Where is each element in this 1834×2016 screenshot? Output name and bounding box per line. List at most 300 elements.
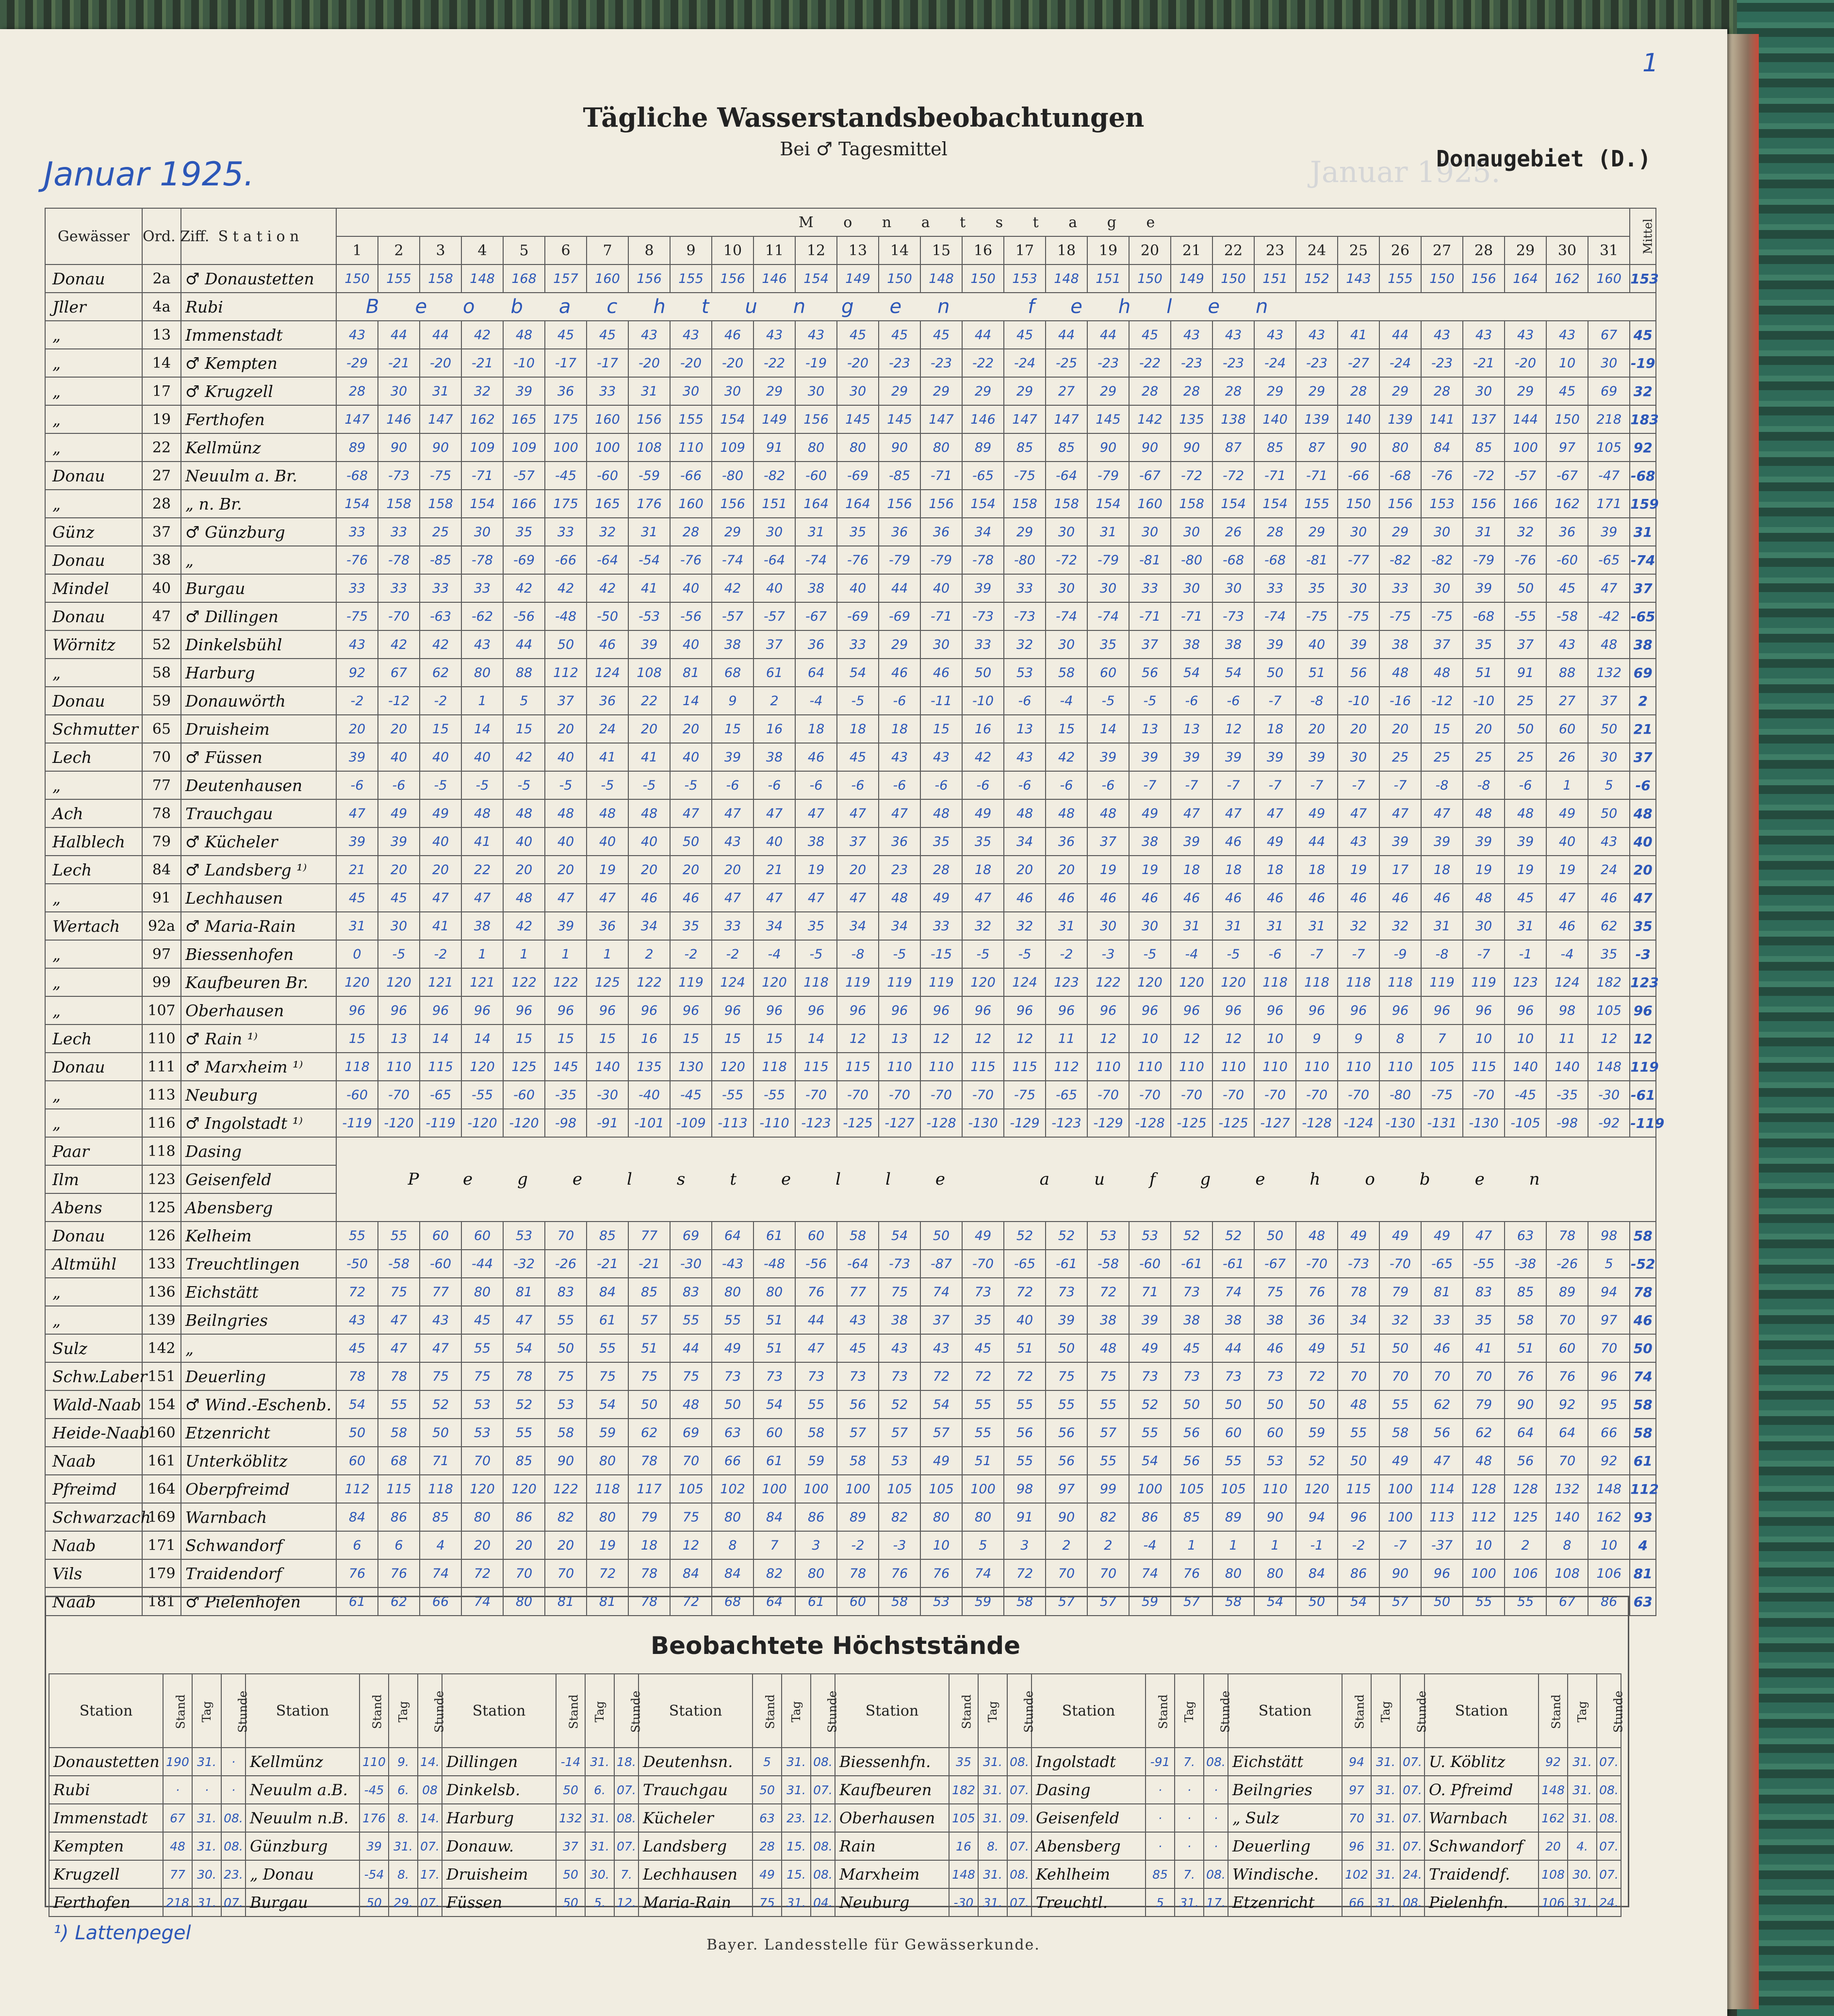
value-cell: 45 — [461, 1306, 503, 1334]
value-cell: -5 — [1129, 687, 1171, 715]
value-cell: 30 — [1338, 574, 1379, 602]
value-cell: 85 — [1505, 1278, 1546, 1306]
value-cell: -70 — [879, 1081, 920, 1109]
row-ord: 65 — [142, 715, 181, 743]
peaks-col-stunde-label: Stunde — [236, 1690, 250, 1733]
value-cell: 30 — [837, 377, 879, 405]
value-cell: 47 — [1463, 1222, 1505, 1250]
value-cell: 53 — [1087, 1222, 1129, 1250]
value-cell: -65 — [1421, 1250, 1463, 1278]
value-cell: 100 — [1379, 1503, 1421, 1531]
row-gewaesser: „ — [45, 1109, 142, 1137]
row-gewaesser: „ — [45, 968, 142, 996]
mean-cell: 92 — [1630, 433, 1656, 462]
value-cell: 78 — [628, 1559, 670, 1587]
value-cell: -1 — [1505, 940, 1546, 968]
value-cell: 25 — [1379, 743, 1421, 771]
day-header-20: 20 — [1129, 236, 1171, 264]
value-cell: 55 — [1129, 1419, 1171, 1447]
value-cell: 54 — [920, 1390, 962, 1419]
value-cell: -70 — [1087, 1081, 1129, 1109]
value-cell: 96 — [1463, 996, 1505, 1025]
value-cell: 41 — [628, 743, 670, 771]
value-cell: 47 — [879, 799, 920, 827]
value-cell: 30 — [461, 518, 503, 546]
peak-value: 37 — [556, 1832, 585, 1860]
value-cell: 12 — [920, 1025, 962, 1053]
value-cell: 86 — [1588, 1587, 1630, 1616]
value-cell: 59 — [1129, 1587, 1171, 1616]
value-cell: 120 — [461, 1475, 503, 1503]
peak-value: 31. — [978, 1748, 1007, 1776]
peak-value: 31. — [782, 1888, 811, 1917]
value-cell: 20 — [1296, 715, 1338, 743]
value-cell: -43 — [712, 1250, 753, 1278]
value-cell: -119 — [336, 1109, 378, 1137]
value-cell: 155 — [670, 405, 712, 433]
value-cell: 47 — [461, 884, 503, 912]
value-cell: 152 — [1296, 264, 1338, 293]
value-cell: 44 — [1046, 321, 1087, 349]
value-cell: 155 — [670, 264, 712, 293]
value-cell: 158 — [1046, 490, 1087, 518]
peaks-title: Beobachtete Höchststände — [651, 1632, 1020, 1660]
peak-value: 85 — [1146, 1860, 1175, 1888]
peak-station: Pielenhfn. — [1425, 1888, 1539, 1917]
peak-value: 08. — [1400, 1888, 1425, 1917]
value-cell: 47 — [1379, 799, 1421, 827]
value-cell: 91 — [1004, 1503, 1046, 1531]
row-gewaesser: Naab — [45, 1447, 142, 1475]
value-cell: 46 — [1212, 827, 1254, 856]
row-ord: 2a — [142, 264, 181, 293]
value-cell: 154 — [962, 490, 1004, 518]
value-cell: 42 — [503, 912, 545, 940]
value-cell: 74 — [920, 1278, 962, 1306]
value-cell: 122 — [1087, 968, 1129, 996]
value-cell: 120 — [1171, 968, 1212, 996]
value-cell: -3 — [1087, 940, 1129, 968]
value-cell: 58 — [1379, 1419, 1421, 1447]
value-cell: 12 — [1212, 715, 1254, 743]
row-station: Rubi — [181, 293, 336, 321]
value-cell: 73 — [753, 1362, 795, 1390]
value-cell: 156 — [879, 490, 920, 518]
value-cell: 38 — [795, 827, 837, 856]
value-cell: 61 — [336, 1587, 378, 1616]
table-row — [45, 1334, 1656, 1362]
row-ord: 28 — [142, 490, 181, 518]
value-cell: 1 — [461, 687, 503, 715]
peak-value: · — [1204, 1776, 1228, 1804]
peak-value: 28 — [753, 1832, 782, 1860]
value-cell: 96 — [545, 996, 587, 1025]
table-row — [45, 1362, 1656, 1390]
value-cell: 31 — [795, 518, 837, 546]
value-cell: 40 — [628, 827, 670, 856]
value-cell: 118 — [795, 968, 837, 996]
peaks-col-tag — [1371, 1674, 1400, 1748]
table-row — [45, 518, 1656, 546]
value-cell: 50 — [1254, 1222, 1296, 1250]
value-cell: -30 — [1588, 1081, 1630, 1109]
value-cell: -20 — [1505, 349, 1546, 377]
value-cell: 58 — [879, 1587, 920, 1616]
value-cell: -21 — [378, 349, 420, 377]
value-cell: -123 — [795, 1109, 837, 1137]
value-cell: 160 — [587, 264, 628, 293]
value-cell: 47 — [336, 799, 378, 827]
value-cell: 125 — [1505, 1503, 1546, 1531]
value-cell: 85 — [587, 1222, 628, 1250]
peaks-col-stand — [1342, 1674, 1371, 1748]
row-ord: 70 — [142, 743, 181, 771]
row-station: Schwandorf — [181, 1531, 336, 1559]
value-cell: 48 — [1463, 884, 1505, 912]
row-gewaesser: Donau — [45, 462, 142, 490]
value-cell: 54 — [587, 1390, 628, 1419]
peak-value: 31. — [192, 1888, 221, 1917]
value-cell: 24 — [1588, 856, 1630, 884]
value-cell: -56 — [670, 602, 712, 630]
value-cell: 42 — [962, 743, 1004, 771]
value-cell: 164 — [795, 490, 837, 518]
value-cell: 48 — [1004, 799, 1046, 827]
value-cell: 44 — [378, 321, 420, 349]
value-cell: 43 — [420, 1306, 461, 1334]
value-cell: -78 — [461, 546, 503, 574]
publisher: Bayer. Landesstelle für Gewässerkunde. — [706, 1936, 1040, 1953]
value-cell: 84 — [1296, 1559, 1338, 1587]
peak-value: 31. — [782, 1776, 811, 1804]
value-cell: 79 — [1379, 1278, 1421, 1306]
value-cell: 30 — [920, 630, 962, 659]
value-cell: -91 — [587, 1109, 628, 1137]
value-cell: -64 — [1046, 462, 1087, 490]
value-cell: 15 — [1046, 715, 1087, 743]
value-cell: 113 — [1421, 1503, 1463, 1531]
mean-cell: 40 — [1630, 827, 1656, 856]
value-cell: 68 — [712, 659, 753, 687]
value-cell: -70 — [1129, 1081, 1171, 1109]
row-gewaesser: „ — [45, 1081, 142, 1109]
peak-value: 31. — [192, 1804, 221, 1832]
value-cell: 33 — [1129, 574, 1171, 602]
value-cell: 23 — [879, 856, 920, 884]
value-cell: 49 — [378, 799, 420, 827]
peak-station: Rain — [835, 1832, 949, 1860]
value-cell: 60 — [1254, 1419, 1296, 1447]
peak-value: · — [1146, 1776, 1175, 1804]
value-cell: 55 — [1505, 1587, 1546, 1616]
value-cell: 58 — [1046, 659, 1087, 687]
value-cell: -60 — [1129, 1250, 1171, 1278]
day-header-17: 17 — [1004, 236, 1046, 264]
value-cell: 3 — [1004, 1531, 1046, 1559]
peak-value: 31. — [1371, 1860, 1400, 1888]
value-cell: 38 — [1212, 1306, 1254, 1334]
value-cell: 158 — [420, 264, 461, 293]
value-cell: -60 — [420, 1250, 461, 1278]
value-cell: 19 — [795, 856, 837, 884]
peaks-col-station: Station — [835, 1674, 949, 1748]
value-cell: 100 — [962, 1475, 1004, 1503]
value-cell: 54 — [837, 659, 879, 687]
table-row — [45, 659, 1656, 687]
value-cell: 13 — [378, 1025, 420, 1053]
col-gewaesser: Gewässer — [45, 208, 142, 264]
value-cell: 47 — [837, 884, 879, 912]
value-cell: 48 — [503, 884, 545, 912]
value-cell: 149 — [1171, 264, 1212, 293]
value-cell: 46 — [1338, 884, 1379, 912]
value-cell: 90 — [1171, 433, 1212, 462]
value-cell: 118 — [1296, 968, 1338, 996]
value-cell: 45 — [378, 884, 420, 912]
row-ord: 22 — [142, 433, 181, 462]
value-cell: 54 — [1254, 1587, 1296, 1616]
mean-cell: -74 — [1630, 546, 1656, 574]
peak-value: 31. — [1175, 1888, 1204, 1917]
value-cell: 80 — [795, 1559, 837, 1587]
value-cell: -50 — [336, 1250, 378, 1278]
value-cell: 35 — [1296, 574, 1338, 602]
value-cell: 57 — [1087, 1419, 1129, 1447]
value-cell: 147 — [920, 405, 962, 433]
value-cell: 78 — [378, 1362, 420, 1390]
value-cell: 40 — [378, 743, 420, 771]
peaks-col-tag-label: Tag — [789, 1701, 803, 1722]
value-cell: 51 — [962, 1447, 1004, 1475]
peaks-col-tag — [192, 1674, 221, 1748]
value-cell: 20 — [1338, 715, 1379, 743]
value-cell: 45 — [587, 321, 628, 349]
row-ord: 59 — [142, 687, 181, 715]
value-cell: -2 — [712, 940, 753, 968]
value-cell: 47 — [1546, 884, 1588, 912]
value-cell: 110 — [1338, 1053, 1379, 1081]
row-station: „ — [181, 1334, 336, 1362]
value-cell: 74 — [420, 1559, 461, 1587]
value-cell: 30 — [1338, 518, 1379, 546]
value-cell: -78 — [962, 546, 1004, 574]
row-station: Kelheim — [181, 1222, 336, 1250]
value-cell: 43 — [1004, 743, 1046, 771]
value-cell: 29 — [712, 518, 753, 546]
value-cell: -7 — [1212, 771, 1254, 799]
value-cell: 120 — [378, 968, 420, 996]
row-gewaesser: Wörnitz — [45, 630, 142, 659]
value-cell: 7 — [1421, 1025, 1463, 1053]
value-cell: 73 — [962, 1278, 1004, 1306]
value-cell: -6 — [753, 771, 795, 799]
peak-value: 67 — [163, 1804, 192, 1832]
value-cell: 63 — [1505, 1222, 1546, 1250]
value-cell: -6 — [879, 687, 920, 715]
value-cell: 46 — [628, 884, 670, 912]
peaks-col-stand-label: Stand — [763, 1694, 777, 1729]
value-cell: -50 — [587, 602, 628, 630]
mean-cell: 12 — [1630, 1025, 1656, 1053]
value-cell: 6 — [378, 1531, 420, 1559]
value-cell: 43 — [628, 321, 670, 349]
value-cell: -20 — [420, 349, 461, 377]
value-cell: 25 — [1505, 743, 1546, 771]
mean-cell: 81 — [1630, 1559, 1656, 1587]
value-cell: 155 — [1296, 490, 1338, 518]
value-cell: 20 — [1379, 715, 1421, 743]
value-cell: 73 — [1171, 1362, 1212, 1390]
value-cell: 48 — [587, 799, 628, 827]
row-ord: 123 — [142, 1165, 181, 1193]
table-row — [45, 1306, 1656, 1334]
row-station: Kellmünz — [181, 433, 336, 462]
value-cell: 69 — [670, 1222, 712, 1250]
peak-value: 31. — [1371, 1776, 1400, 1804]
value-cell: 119 — [1463, 968, 1505, 996]
value-cell: -6 — [1254, 940, 1296, 968]
value-cell: -21 — [461, 349, 503, 377]
value-cell: 96 — [1379, 996, 1421, 1025]
value-cell: -68 — [1379, 462, 1421, 490]
value-cell: 100 — [837, 1475, 879, 1503]
peak-value: 8. — [978, 1832, 1007, 1860]
peak-value: 07. — [1007, 1776, 1032, 1804]
value-cell: 120 — [962, 968, 1004, 996]
value-cell: -7 — [1296, 771, 1338, 799]
value-cell: 44 — [1087, 321, 1129, 349]
value-cell: 110 — [1296, 1053, 1338, 1081]
value-cell: -7 — [1254, 771, 1296, 799]
value-cell: -4 — [753, 940, 795, 968]
value-cell: 55 — [962, 1390, 1004, 1419]
value-cell: 78 — [1338, 1278, 1379, 1306]
value-cell: 72 — [461, 1559, 503, 1587]
row-gewaesser: Donau — [45, 687, 142, 715]
value-cell: 15 — [920, 715, 962, 743]
value-cell: 30 — [1212, 574, 1254, 602]
value-cell: -57 — [712, 602, 753, 630]
row-station: Oberpfreimd — [181, 1475, 336, 1503]
value-cell: -40 — [628, 1081, 670, 1109]
value-cell: 75 — [628, 1362, 670, 1390]
value-cell: 110 — [1254, 1475, 1296, 1503]
value-cell: 64 — [712, 1222, 753, 1250]
row-ord: 179 — [142, 1559, 181, 1587]
row-station: Trauchgau — [181, 799, 336, 827]
value-cell: 12 — [1004, 1025, 1046, 1053]
value-cell: 38 — [1171, 1306, 1212, 1334]
value-cell: 96 — [336, 996, 378, 1025]
row-station: Immenstadt — [181, 321, 336, 349]
value-cell: 12 — [670, 1531, 712, 1559]
table-row — [45, 1278, 1656, 1306]
value-cell: 42 — [420, 630, 461, 659]
value-cell: 96 — [1129, 996, 1171, 1025]
value-cell: 100 — [753, 1475, 795, 1503]
row-gewaesser: Donau — [45, 1053, 142, 1081]
value-cell: 29 — [1004, 377, 1046, 405]
value-cell: 156 — [628, 405, 670, 433]
peak-value: 132 — [556, 1804, 585, 1832]
value-cell: 76 — [795, 1278, 837, 1306]
value-cell: -22 — [962, 349, 1004, 377]
value-cell: 48 — [920, 799, 962, 827]
value-cell: 43 — [753, 321, 795, 349]
value-cell: 27 — [1046, 377, 1087, 405]
value-cell: -45 — [670, 1081, 712, 1109]
peak-station: Beilngries — [1228, 1776, 1342, 1804]
value-cell: 62 — [420, 659, 461, 687]
value-cell: 79 — [1463, 1390, 1505, 1419]
table-row — [45, 856, 1656, 884]
mean-cell: -65 — [1630, 602, 1656, 630]
value-cell: -92 — [1588, 1109, 1630, 1137]
value-cell: 51 — [1505, 1334, 1546, 1362]
value-cell: 19 — [1129, 856, 1171, 884]
value-cell: 80 — [503, 1587, 545, 1616]
value-cell: 151 — [1087, 264, 1129, 293]
value-cell: 36 — [879, 518, 920, 546]
value-cell: 124 — [712, 968, 753, 996]
peaks-col-stunde-label: Stunde — [1611, 1690, 1625, 1733]
value-cell: 40 — [503, 827, 545, 856]
value-cell: 80 — [837, 433, 879, 462]
value-cell: 37 — [1505, 630, 1546, 659]
value-cell: 98 — [1546, 996, 1588, 1025]
peaks-col-tag-label: Tag — [1182, 1701, 1196, 1722]
mean-cell: -68 — [1630, 462, 1656, 490]
day-header-30: 30 — [1546, 236, 1588, 264]
value-cell: 94 — [1296, 1503, 1338, 1531]
peak-value: 31. — [1568, 1888, 1597, 1917]
row-gewaesser: Pfreimd — [45, 1475, 142, 1503]
table-row — [45, 715, 1656, 743]
value-cell: 156 — [712, 490, 753, 518]
value-cell: 25 — [1463, 743, 1505, 771]
value-cell: 31 — [1171, 912, 1212, 940]
value-cell: 115 — [962, 1053, 1004, 1081]
row-ord: 111 — [142, 1053, 181, 1081]
value-cell: 42 — [712, 574, 753, 602]
value-cell: 32 — [1379, 1306, 1421, 1334]
peak-value: · — [221, 1776, 246, 1804]
value-cell: 60 — [795, 1222, 837, 1250]
value-cell: 19 — [587, 1531, 628, 1559]
value-cell: -67 — [1129, 462, 1171, 490]
value-cell: 53 — [461, 1419, 503, 1447]
value-cell: -7 — [1171, 771, 1212, 799]
table-row — [45, 1081, 1656, 1109]
value-cell: 55 — [378, 1390, 420, 1419]
row-gewaesser: Mindel — [45, 574, 142, 602]
value-cell: -6 — [920, 771, 962, 799]
value-cell: -75 — [1379, 602, 1421, 630]
bleed-through-text: Januar 1925. — [1310, 155, 1501, 189]
peak-value: · — [1204, 1804, 1228, 1832]
value-cell: -130 — [1379, 1109, 1421, 1137]
value-cell: 15 — [712, 1025, 753, 1053]
value-cell: -7 — [1254, 687, 1296, 715]
value-cell: 19 — [1087, 856, 1129, 884]
peaks-col-stand-label: Stand — [1549, 1694, 1563, 1729]
value-cell: 39 — [1046, 1306, 1087, 1334]
value-cell: 115 — [420, 1053, 461, 1081]
value-cell: 142 — [1129, 405, 1171, 433]
value-cell: 38 — [461, 912, 503, 940]
value-cell: 59 — [587, 1419, 628, 1447]
value-cell: 33 — [1379, 574, 1421, 602]
